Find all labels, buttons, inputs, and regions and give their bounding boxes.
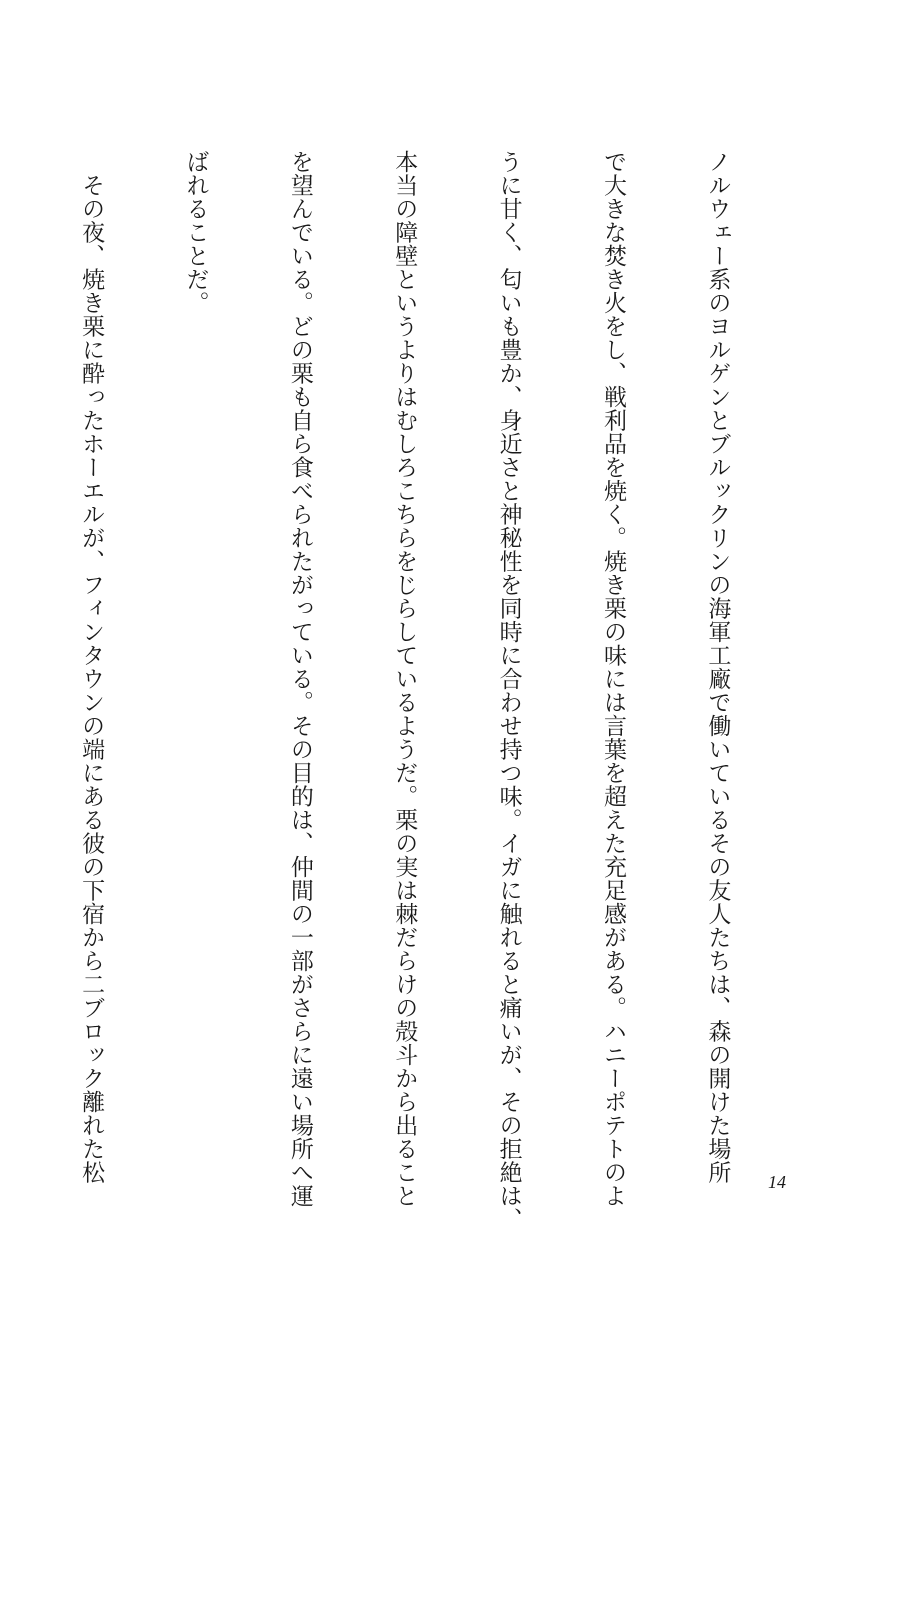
text-line-6: ばれることだ。 <box>182 150 209 315</box>
text-line-7: その夜、焼き栗に酔ったホーエルが、フィンタウンの端にある彼の下宿から二ブロック離れた松 <box>78 150 105 1184</box>
text-line-4: 本当の障壁というよりはむしろこちらをじらしているようだ。栗の実は棘だらけの殻斗から出ること <box>391 150 418 1208</box>
text-line-1: ノルウェー系のヨルゲンとブルックリンの海軍工廠で働いているその友人たちは、森の開けた場所 <box>704 150 731 1184</box>
text-line-5: を望んでいる。どの栗も自ら食べられたがっている。その目的は、仲間の一部がさらに遠い場所へ運 <box>286 150 313 1208</box>
text-line-2: で大きな焚き火をし、戦利品を焼く。焼き栗の味には言葉を超えた充足感がある。ハニーポテトのよ <box>600 150 627 1208</box>
text-line-8 <box>0 150 4 1150</box>
page-number: 14 <box>768 1172 786 1192</box>
text-line-3: うに甘く、匂いも豊か、身近さと神秘性を同時に合わせ持つ味。イガに触れると痛いが、その拒絶は、 <box>495 150 522 1231</box>
